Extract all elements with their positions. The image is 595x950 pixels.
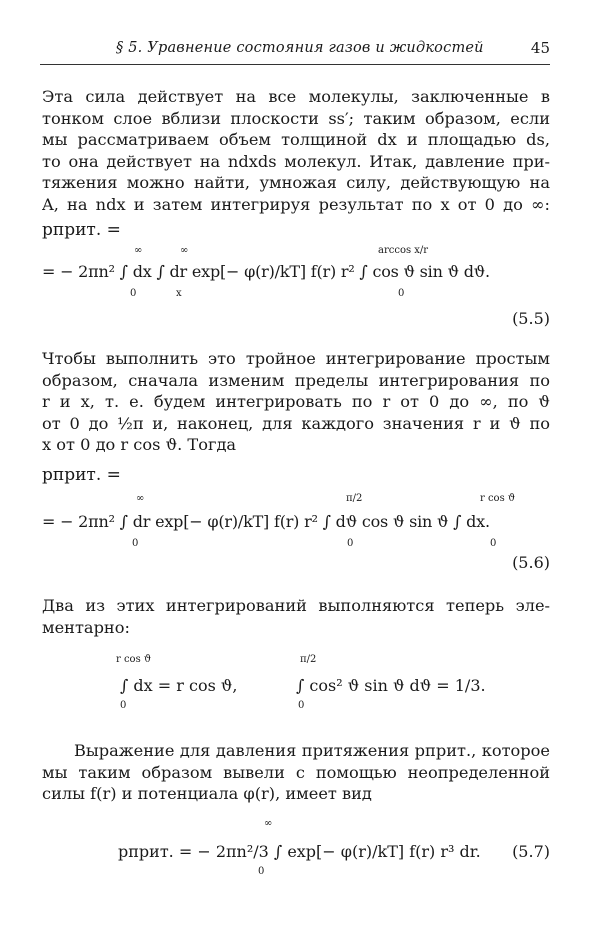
text-line: то она действует на ndxds молекул. Итак, давление при-: [42, 151, 550, 171]
equation-number: (5.6): [512, 553, 550, 572]
integral-upper-limit: π/2: [346, 493, 363, 504]
integral-lower-limit: 0: [398, 288, 405, 299]
text-line: силы f(r) и потенциала φ(r), имеет вид: [42, 784, 372, 803]
equation-number: (5.7): [512, 842, 550, 861]
text-line: мы таким образом вывели с помощью неопределенной: [42, 762, 550, 782]
text-line: A, на ndx и затем интегрируя результат по x от 0 до ∞:: [42, 194, 550, 214]
text-line: ментарно:: [42, 617, 130, 637]
integral-lower-limit: 0: [130, 288, 137, 299]
paragraph-4: [42, 740, 550, 805]
running-head: § 5. Уравнение состояния газов и жидкостей: [116, 40, 484, 56]
integral-lower-limit: 0: [490, 538, 497, 549]
integral-upper-limit: ∞: [134, 245, 143, 256]
page-header: [40, 38, 550, 65]
text-line: Эта сила действует на все молекулы, заключенные в: [42, 87, 550, 106]
equation-rhs: = − 2πn² ∫ dr exp[− φ(r)/kT] f(r) r² ∫ dϑ cos ϑ sin ϑ ∫ dx.: [42, 512, 490, 531]
integral-upper-limit: ∞: [136, 493, 145, 504]
integral-upper-limit: r cos ϑ: [116, 654, 152, 665]
integral-lower-limit: 0: [132, 538, 139, 549]
text-line: образом, сначала изменим пределы интегрирования по: [42, 370, 550, 390]
equation-lhs: pприт. =: [42, 465, 121, 485]
text-line: r и x, т. е. будем интегрировать по r от 0 до ∞, по ϑ: [42, 392, 550, 411]
text-line: мы рассматриваем объем толщиной dx и площадью ds,: [42, 130, 550, 149]
text-line: от 0 до ½π и, наконец, для каждого значения r и ϑ по: [42, 413, 550, 433]
equation-lhs: pприт. =: [42, 220, 121, 240]
text-line: Выражение для давления притяжения pприт., которое: [74, 741, 550, 760]
equation-rhs: = − 2πn² ∫ dx ∫ dr exp[− φ(r)/kT] f(r) r² ∫ cos ϑ sin ϑ dϑ.: [42, 262, 490, 281]
integral-lower-limit: 0: [258, 866, 265, 877]
integral-cos-sin: ∫ cos² ϑ sin ϑ dϑ = 1/3.: [296, 676, 486, 695]
paragraph-1: [42, 86, 550, 215]
integral-upper-limit: ∞: [180, 245, 189, 256]
page-number: 45: [530, 39, 550, 57]
text-line: тонком слое вблизи плоскости ss′; таким образом, если: [42, 108, 550, 128]
integral-upper-limit: ∞: [264, 818, 273, 829]
integral-lower-limit: 0: [120, 700, 127, 711]
integral-lower-limit: 0: [347, 538, 354, 549]
integral-upper-limit: r cos ϑ: [480, 493, 516, 504]
text-line: Чтобы выполнить это тройное интегрирование простым: [42, 349, 550, 368]
text-line: Два из этих интегрирований выполняются теперь эле-: [42, 596, 550, 615]
text-line: x от 0 до r cos ϑ. Тогда: [42, 435, 237, 454]
integral-lower-limit: 0: [298, 700, 305, 711]
paragraph-3: [42, 595, 550, 638]
integral-upper-limit: π/2: [300, 654, 317, 665]
integral-lower-limit: x: [176, 288, 182, 299]
paragraph-2: [42, 348, 550, 456]
integral-upper-limit: arccos x/r: [378, 245, 429, 256]
equation-body: pприт. = − 2πn²/3 ∫ exp[− φ(r)/kT] f(r) r³ dr.: [118, 842, 481, 861]
text-line: тяжения можно найти, умножая силу, действующую на: [42, 173, 550, 192]
equation-number: (5.5): [512, 309, 550, 328]
integral-dx: ∫ dx = r cos ϑ,: [120, 676, 238, 695]
